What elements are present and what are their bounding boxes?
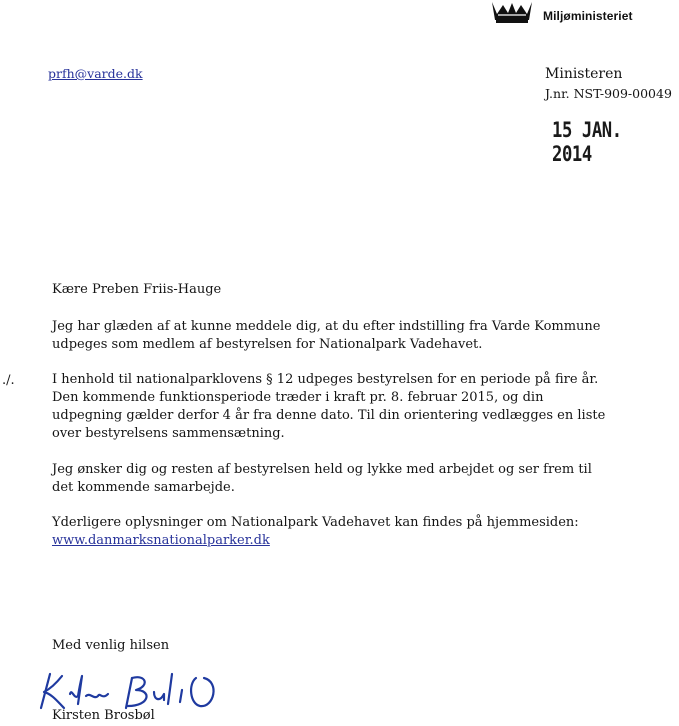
ministry-name: Miljøministeriet: [543, 9, 633, 23]
paragraph-line: det kommende samarbejde.: [52, 480, 235, 495]
greeting: Kære Preben Friis-Hauge: [52, 282, 222, 297]
journal-number: J.nr. NST-909-00049: [545, 86, 672, 101]
paragraph-line: Yderligere oplysninger om Nationalpark Vadehavet kan findes på hjemmesiden:: [52, 515, 579, 530]
paragraph-term: [52, 371, 652, 443]
signer-name: Kirsten Brosbøl: [52, 708, 155, 723]
paragraph-line: Den kommende funktionsperiode træder i kraft pr. 8. februar 2015, og din: [52, 390, 544, 405]
paragraph-line: udpegning gælder derfor 4 år fra denne dato. Til din orientering vedlægges en liste: [52, 408, 606, 423]
paragraph-more-info: [52, 514, 652, 550]
paragraph-line: Jeg ønsker dig og resten af bestyrelsen held og lykke med arbejdet og ser frem til: [52, 462, 592, 477]
paragraph-appointment: [52, 318, 652, 354]
date-stamp: 15 JAN. 2014: [552, 118, 622, 166]
paragraph-line: I henhold til nationalparklovens § 12 udpeges bestyrelsen for en periode på fire år.: [52, 372, 599, 387]
paragraph-line: over bestyrelsens sammensætning.: [52, 426, 285, 441]
paragraph-line: Jeg har glæden af at kunne meddele dig, at du efter indstilling fra Varde Kommune: [52, 319, 601, 334]
paragraph-wishes: [52, 461, 652, 497]
crown-icon: [488, 0, 536, 24]
sender-title: Ministeren: [545, 66, 623, 82]
closing: Med venlig hilsen: [52, 638, 170, 653]
paragraph-line: udpeges som medlem af bestyrelsen for Nationalpark Vadehavet.: [52, 337, 483, 352]
website-link[interactable]: www.danmarksnationalparker.dk: [52, 533, 270, 548]
enclosure-mark: ./.: [2, 373, 15, 388]
recipient-email-link[interactable]: prfh@varde.dk: [48, 66, 143, 81]
